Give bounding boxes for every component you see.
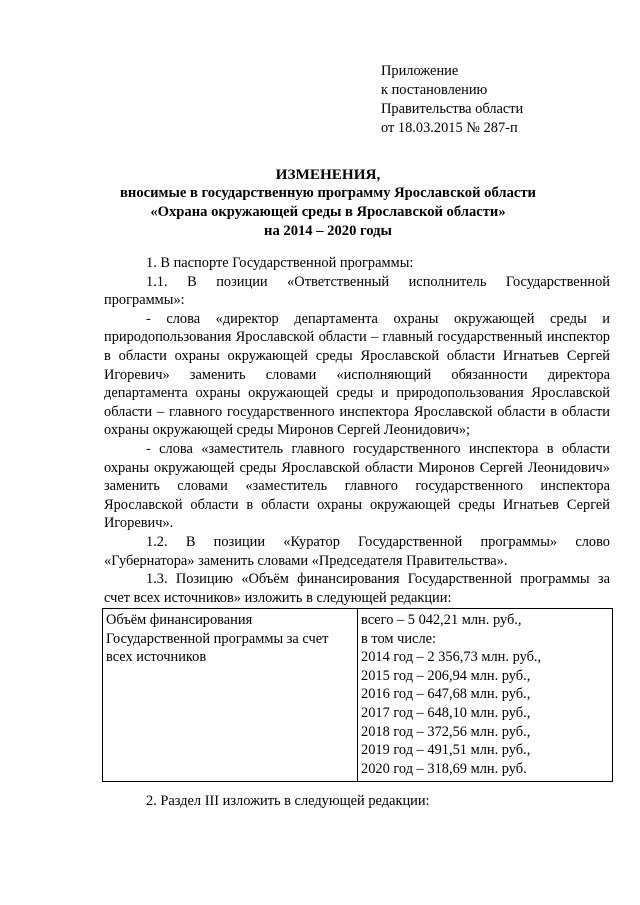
financing-value: 2014 год – 2 356,73 млн. руб., (361, 649, 542, 666)
heading-line-4: на 2014 – 2020 годы (264, 223, 392, 239)
heading-line-2: вносимые в государственную программу Ярославской области (120, 185, 536, 201)
heading-title: ИЗМЕНЕНИЯ, (275, 166, 381, 183)
appendix-line-3: Правительства области (381, 101, 524, 117)
document-heading (104, 165, 552, 241)
paragraph-1-2: 1.2. В позиции «Куратор Государственной программы» слово «Губернатора» заменить словами «Председателя Правительства». (104, 533, 610, 569)
paragraph-1-1-b: - слова «заместитель главного государственного инспектора в области охраны окружающей среды Ярославской области Миронов Сергей Леонидович» заменить словами «заместитель главного государственного инспектора Ярославской области в области охраны окружающей среды Игнатьев Сергей Игоревич». (104, 440, 610, 532)
paragraph-1-1: 1.1. В позиции «Ответственный исполнитель Государственной программы»: (104, 273, 610, 309)
table-row (103, 609, 613, 782)
appendix-block (381, 62, 523, 138)
financing-values-cell (358, 609, 613, 782)
appendix-line-2: к постановлению (381, 82, 488, 98)
financing-value: 2018 год – 372,56 млн. руб., (361, 723, 531, 740)
appendix-line-1: Приложение (381, 63, 459, 79)
financing-value: всего – 5 042,21 млн. руб., (361, 612, 522, 628)
paragraph-2: 2. Раздел III изложить в следующей редакции: (146, 793, 430, 809)
financing-label-cell: Объём финансирования Государственной программы за счет всех источников (103, 609, 358, 782)
heading-line-3: «Охрана окружающей среды в Ярославской области» (150, 204, 506, 220)
financing-value: 2017 год – 648,10 млн. руб., (361, 704, 531, 721)
appendix-line-4: от 18.03.2015 № 287-п (381, 120, 518, 136)
document-body (104, 254, 610, 607)
financing-value: 2015 год – 206,94 млн. руб., (361, 667, 531, 684)
financing-value: 2020 год – 318,69 млн. руб. (361, 760, 527, 777)
financing-value: в том числе: (361, 630, 437, 647)
paragraph-1-3: 1.3. Позицию «Объём финансирования Государственной программы за счет всех источников» изложить в следующей редакции: (104, 571, 610, 606)
paragraph-1: 1. В паспорте Государственной программы: (146, 255, 414, 271)
paragraph-1-1-a: - слова «директор департамента охраны окружающей среды и природопользования Ярославской области – главный государственный инспектор в области охраны окружающей среды Ярославской области Игнатьев Сергей Игоревич» заменить словами «исполняющий обязанности директора департамента охраны окружающей среды и природопользования Ярославской области – главного государственного инспектора Ярославской области в области охраны окружающей среды Миронов Сергей Леонидович»; (104, 310, 610, 439)
financing-table (102, 608, 613, 782)
financing-value: 2016 год – 647,68 млн. руб., (361, 686, 531, 703)
financing-value: 2019 год – 491,51 млн. руб., (361, 742, 531, 759)
